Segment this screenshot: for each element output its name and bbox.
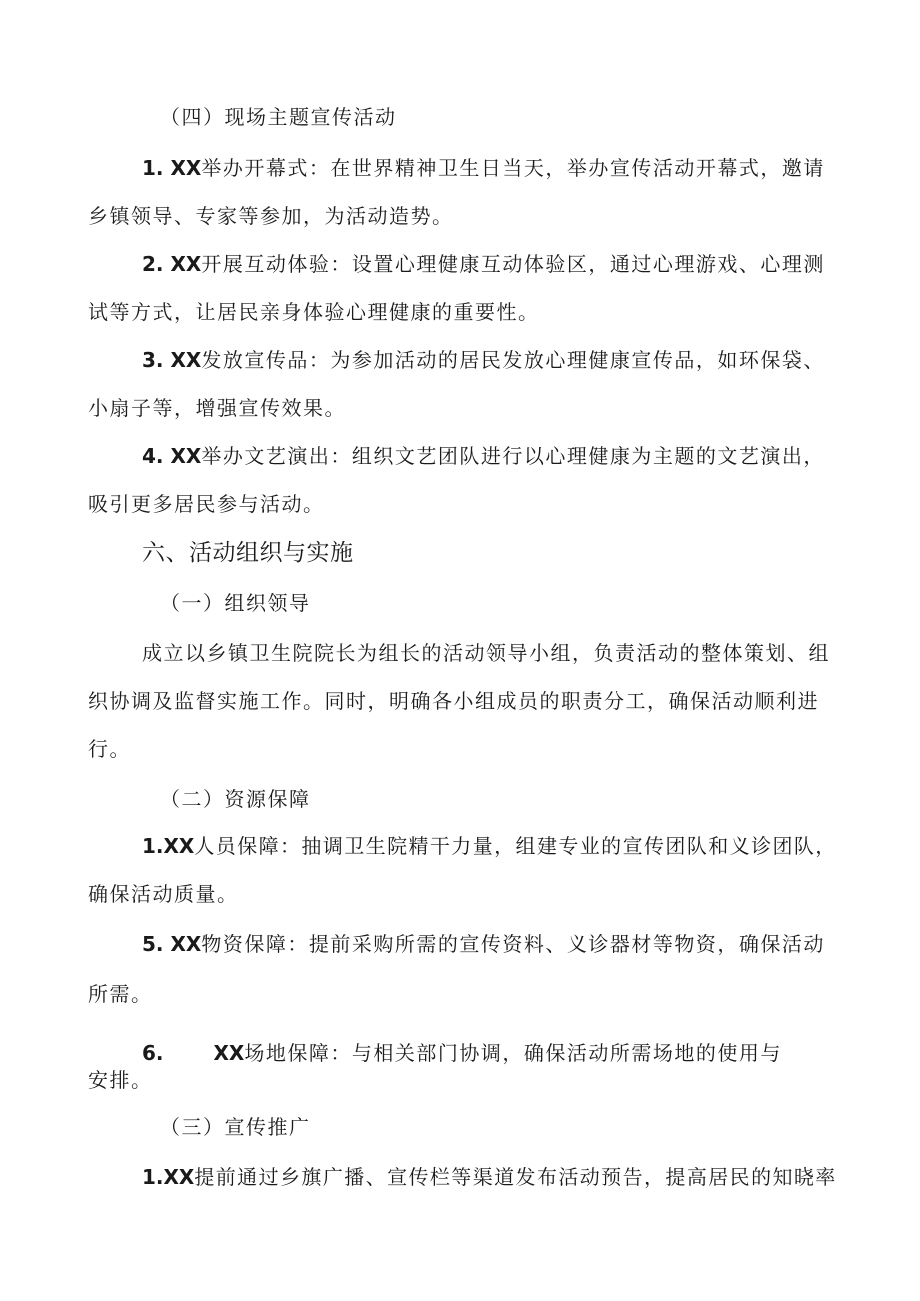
item-text-continued: 吸引更多居民参与活动。 (88, 492, 325, 516)
list-item (142, 347, 825, 373)
item-text-continued: 确保活动质量。 (88, 882, 239, 906)
list-item (142, 1164, 837, 1190)
list-item (142, 443, 825, 469)
item-text: 举办文艺演出：组织文艺团队进行以心理健康为主题的文艺演出， (201, 444, 825, 468)
paragraph-line: 成立以乡镇卫生院院长为组长的活动领导小组，负责活动的整体策划、组 (142, 641, 830, 665)
item-text-continued: 试等方式，让居民亲身体验心理健康的重要性。 (88, 300, 540, 324)
list-item (142, 155, 825, 181)
item-text: 物资保障：提前采购所需的宣传资料、义诊器材等物资，确保活动 (201, 932, 825, 956)
chapter-heading-6: 六、活动组织与实施 (142, 540, 354, 566)
paragraph-line: 织协调及监督实施工作。同时，明确各小组成员的职责分工，确保活动顺利进 (88, 689, 819, 713)
item-xx: XX (213, 1041, 245, 1065)
item-text-continued: 安排。 (88, 1068, 153, 1092)
item-number: 5. XX (142, 932, 202, 956)
item-text: 开展互动体验：设置心理健康互动体验区，通过心理游戏、心理测 (201, 252, 825, 276)
item-text-continued: 所需。 (88, 982, 153, 1006)
list-item (142, 833, 837, 859)
item-text-continued: 乡镇领导、专家等参加，为活动造势。 (88, 204, 454, 228)
item-text: 场地保障：与相关部门协调，确保活动所需场地的使用与 (244, 1041, 782, 1065)
item-text: 提前通过乡旗广播、宣传栏等渠道发布活动预告，提高居民的知晓率 (194, 1165, 837, 1189)
list-item (142, 1040, 782, 1066)
item-text-continued: 小扇子等，增强宣传效果。 (88, 396, 346, 420)
item-number: 1.XX (142, 834, 195, 858)
item-number: 3. XX (142, 348, 202, 372)
item-number: 1.XX (142, 1165, 195, 1189)
section-heading-publicity: （三）宣传推广 (160, 1115, 311, 1139)
item-text: 举办开幕式：在世界精神卫生日当天，举办宣传活动开幕式，邀请 (201, 156, 825, 180)
item-number: 4. XX (142, 444, 202, 468)
item-text: 发放宣传品：为参加活动的居民发放心理健康宣传品，如环保袋、 (201, 348, 825, 372)
item-text: 人员保障：抽调卫生院精干力量，组建专业的宣传团队和义诊团队， (194, 834, 837, 858)
paragraph-line: 行。 (88, 737, 131, 761)
section-heading-organization: （一）组织领导 (160, 591, 311, 615)
item-number: 1. XX (142, 156, 202, 180)
list-item (142, 931, 825, 957)
list-item (142, 251, 825, 277)
section-heading-resources: （二）资源保障 (160, 787, 311, 811)
item-number: 2. XX (142, 252, 202, 276)
item-number: 6. (142, 1041, 164, 1065)
section-heading-4: （四）现场主题宣传活动 (160, 105, 397, 129)
